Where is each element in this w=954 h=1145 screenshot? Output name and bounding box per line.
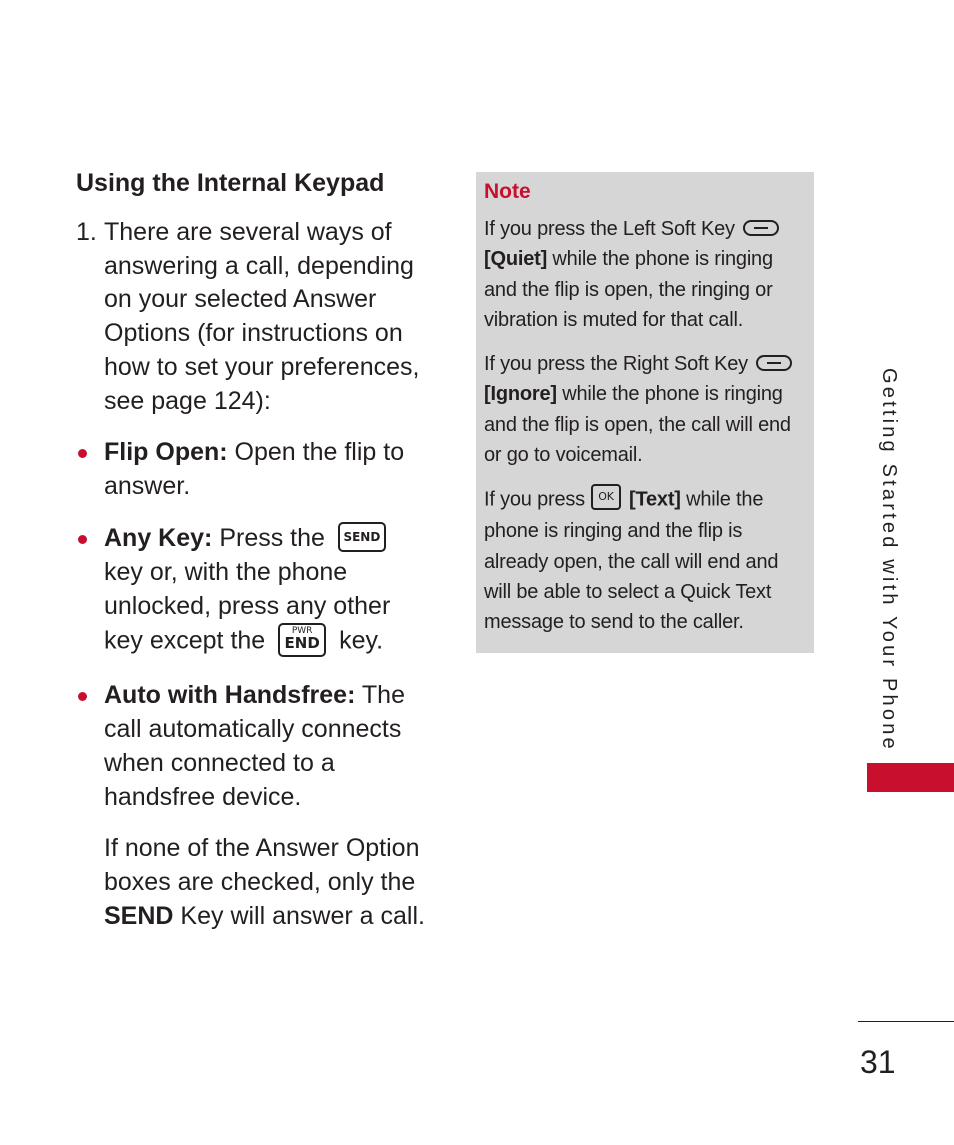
section-title: Using the Internal Keypad (76, 169, 385, 197)
step-number: 1. (76, 218, 97, 246)
right-soft-key-icon (756, 355, 792, 371)
note-text: If you press (484, 488, 585, 511)
note-text: If you press the Left Soft Key (484, 218, 735, 240)
bullet-any-key (76, 522, 436, 662)
bullet-flip-open (76, 436, 436, 503)
step-text: There are several ways of answering a call, depending on your selected Answer Options (for instructions on how to set your preferences, see page 124): (104, 218, 420, 415)
note-paragraph-text (484, 484, 806, 637)
page-rule-divider (858, 1021, 954, 1022)
step-1 (76, 216, 436, 418)
bullet-term: Auto with Handsfree: (104, 681, 356, 710)
end-key-icon (278, 623, 326, 657)
note-key-label: [Ignore] (484, 383, 557, 406)
note-key-label: [Quiet] (484, 248, 548, 271)
bullet-text: Open the flip to answer. (104, 438, 405, 500)
note-paragraph-ignore (484, 349, 806, 470)
note-key-label: [Text] (628, 488, 681, 511)
note-box (476, 172, 814, 653)
bullet-dot-icon (78, 535, 87, 544)
chapter-tab (867, 763, 954, 792)
bullet-dot-icon (78, 449, 87, 458)
end-key-small-label: PWR (291, 626, 313, 637)
followup-key: SEND (104, 901, 174, 930)
note-title: Note (484, 180, 531, 203)
note-paragraph-quiet (484, 214, 806, 335)
bullet-term: Any Key: (104, 523, 213, 552)
followup-text: Key will answer a call. (173, 901, 425, 930)
send-key-icon: SEND (338, 522, 386, 552)
note-text: while the phone is ringing and the flip is already open, the call will end and will be able to select a Quick Text message to send to the caller. (484, 488, 779, 634)
followup-text: If none of the Answer Option boxes are checked, only the (104, 834, 420, 896)
bullet-auto-handsfree (76, 679, 436, 814)
bullet-text: Press the (212, 523, 332, 552)
bullet-text: key. (332, 627, 384, 656)
bullet-text: key or, with the phone unlocked, press any other key except the (104, 558, 391, 656)
main-column (76, 166, 436, 933)
note-text: while the phone is ringing and the flip is open, the ringing or vibration is muted for that call. (484, 248, 773, 331)
ok-key-icon: OK (591, 484, 621, 510)
chapter-side-label: Getting Started with Your Phone (878, 368, 900, 752)
note-text: while the phone is ringing and the flip is open, the call will end or go to voicemail. (484, 383, 791, 467)
bullet-dot-icon (78, 692, 87, 701)
end-key-big-label: END (284, 634, 320, 653)
bullet-term: Flip Open: (104, 438, 228, 467)
left-soft-key-icon (743, 220, 779, 236)
bullet-text: The call automatically connects when connected to a handsfree device. (104, 681, 405, 811)
followup-paragraph (76, 832, 436, 933)
note-text: If you press the Right Soft Key (484, 353, 748, 376)
page-number: 31 (860, 1044, 896, 1080)
